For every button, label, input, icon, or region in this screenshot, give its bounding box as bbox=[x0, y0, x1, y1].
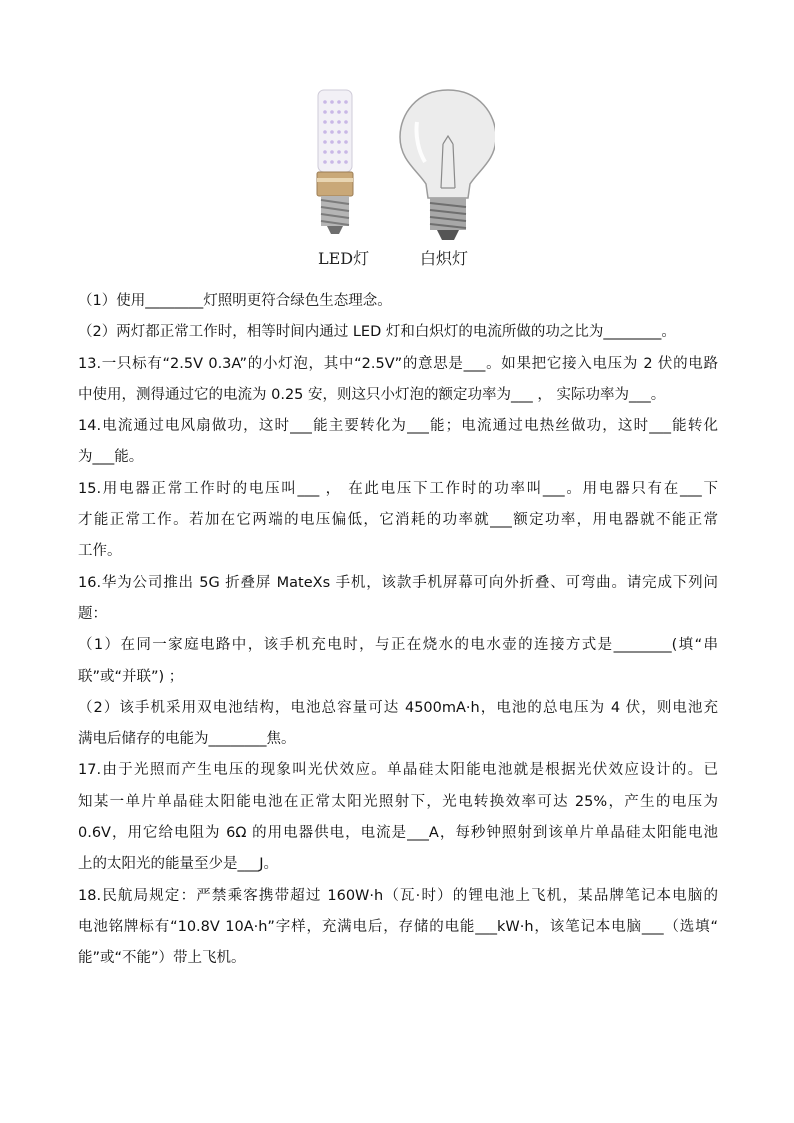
incandescent-bulb-icon bbox=[400, 90, 495, 240]
led-caption: LED灯 bbox=[318, 249, 370, 268]
led-bulb-icon bbox=[317, 90, 353, 234]
text-line: 17.由于光照而产生电压的现象叫光伏效应。单晶硅太阳能电池就是根据光伏效应设计的。已 bbox=[78, 762, 718, 779]
text-line: 题： bbox=[78, 605, 107, 622]
text-line: （1）在同一家庭电路中，该手机充电时，与正在烧水的电水壶的连接方式是________(填“串 bbox=[78, 637, 718, 654]
text-line: 13.一只标有“2.5V 0.3A”的小灯泡，其中“2.5V”的意思是___。如果把它接入电压为 2 伏的电路 bbox=[78, 355, 718, 372]
text-line: 中使用，测得通过它的电流为 0.25 安，则这只小灯泡的额定功率为___ ， 实际功率为___。 bbox=[78, 386, 666, 403]
text-line: 才能正常工作。若加在它两端的电压偏低，它消耗的功率就___额定功率，用电器就不能正常 bbox=[78, 512, 718, 529]
text-line: （1）使用________灯照明更符合绿色生态理念。 bbox=[78, 293, 392, 309]
question-text bbox=[78, 286, 718, 975]
text-line: 14.电流通过电风扇做功，这时___能主要转化为___能；电流通过电热丝做功，这时___能转化 bbox=[78, 418, 718, 435]
text-line: 工作。 bbox=[78, 543, 122, 560]
text-line: 0.6V，用它给电阻为 6Ω 的用电器供电，电流是___A，每秒钟照射到该单片单晶硅太阳能电池 bbox=[78, 825, 718, 842]
incandescent-caption: 白炽灯 bbox=[420, 249, 469, 268]
bulb-figure bbox=[305, 82, 495, 272]
text-line: 为___能。 bbox=[78, 449, 144, 466]
text-line: 电池铭牌标有“10.8V 10A·h”字样，充满电后，存储的电能___kW·h，该笔记本电脑___（选填“ bbox=[78, 918, 718, 935]
text-line: 上的太阳光的能量至少是___J。 bbox=[78, 856, 279, 873]
text-line: 联”或“并联”) ； bbox=[78, 668, 184, 685]
text-line: 15.用电器正常工作时的电压叫___ ， 在此电压下工作时的功率叫___。用电器只有在___下 bbox=[78, 480, 718, 497]
text-line: 16.华为公司推出 5G 折叠屏 MateXs 手机，该款手机屏幕可向外折叠、可弯曲。请完成下列问 bbox=[78, 574, 718, 591]
text-line: （2）该手机采用双电池结构，电池总容量可达 4500mA·h，电池的总电压为 4 伏，则电池充 bbox=[78, 699, 718, 716]
text-line: 满电后储存的电能为________焦。 bbox=[78, 731, 296, 748]
text-line: 知某一单片单晶硅太阳能电池在正常太阳光照射下，光电转换效率可达 25%，产生的电压为 bbox=[78, 793, 718, 810]
text-line: 18.民航局规定：严禁乘客携带超过 160W·h（瓦·时）的锂电池上飞机，某品牌笔记本电脑的 bbox=[78, 887, 718, 904]
text-line: 能”或“不能”）带上飞机。 bbox=[78, 950, 246, 967]
text-line: （2）两灯都正常工作时，相等时间内通过 LED 灯和白炽灯的电流所做的功之比为________。 bbox=[78, 324, 676, 341]
